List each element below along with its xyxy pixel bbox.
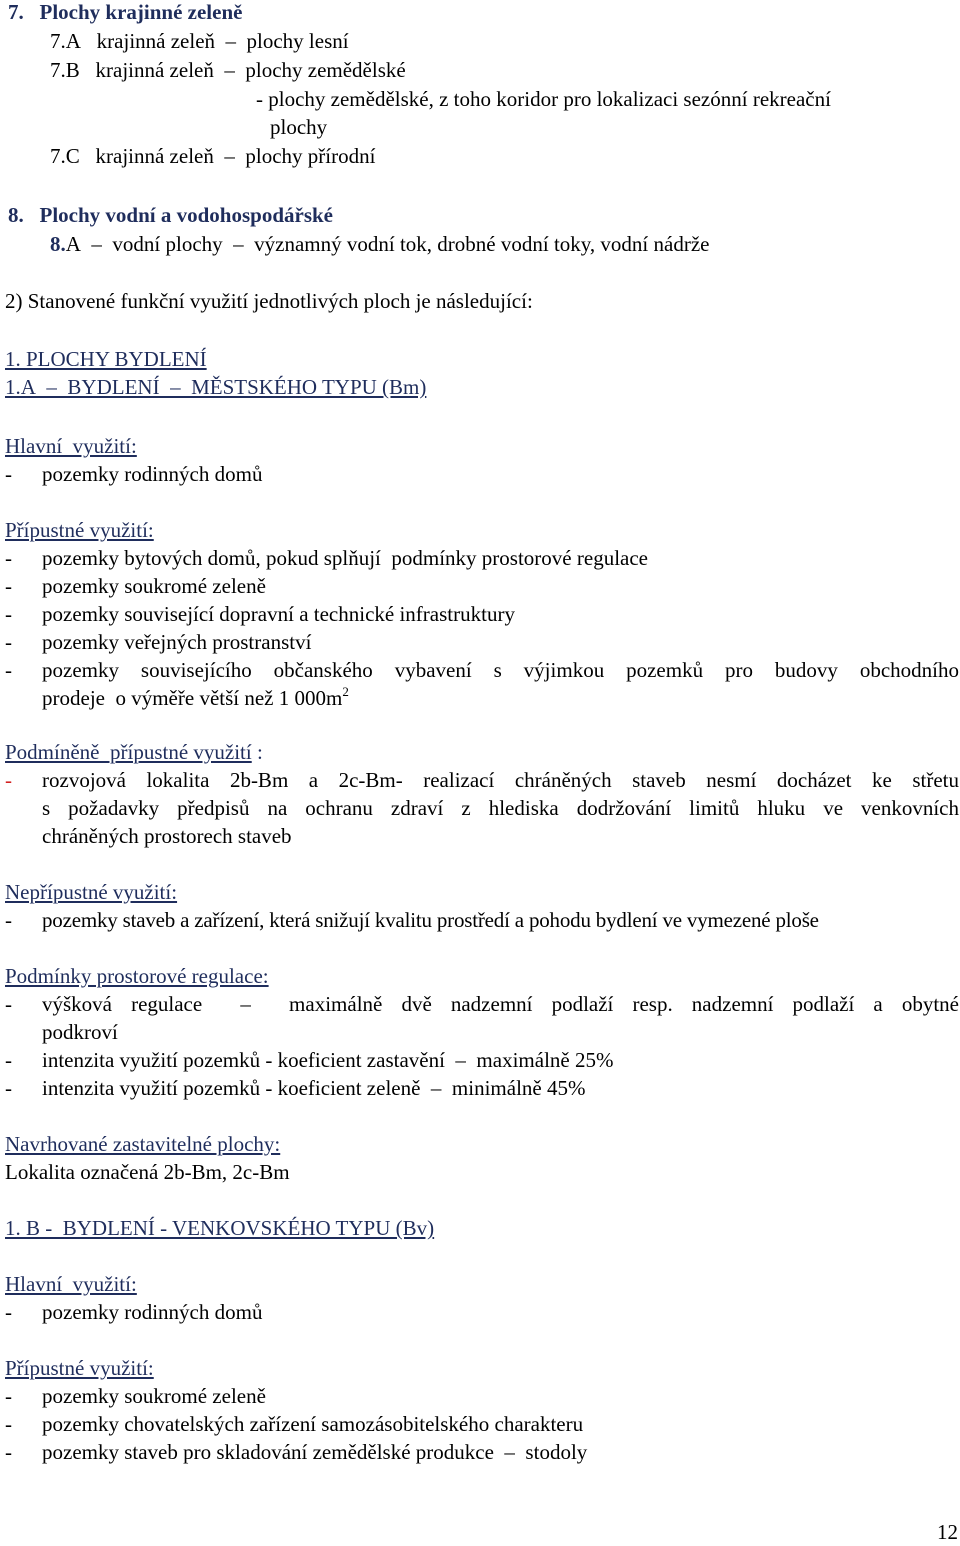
list-dash: -: [5, 1440, 12, 1464]
bm-podminene-label: [5, 738, 263, 766]
list-dash: -: [5, 1076, 12, 1100]
section-7-title: 7. Plochy krajinné zeleně: [8, 0, 243, 24]
list-dash: -: [5, 1048, 12, 1072]
bm-pripustne-item: pozemky soukromé zeleně: [42, 574, 266, 598]
bv-title: 1. B - BYDLENÍ - VENKOVSKÉHO TYPU (Bv): [5, 1216, 435, 1240]
list-dash: -: [5, 602, 12, 626]
bm-pripustne-item: pozemky související dopravní a technické infrastruktury: [42, 602, 515, 626]
section-8a-number: 8.: [50, 232, 66, 256]
bm-navrhovane-text: Lokalita označená 2b-Bm, 2c-Bm: [5, 1160, 290, 1184]
bv-pripustne-item: pozemky staveb pro skladování zemědělské produkce – stodoly: [42, 1440, 588, 1464]
bm-pripustne-item-cont: [42, 684, 349, 712]
list-dash: -: [5, 630, 12, 654]
bm-nepripustne-item: pozemky staveb a zařízení, která snižují kvalitu prostředí a pohodu bydlení ve vymezené ploše: [42, 908, 819, 932]
bm-pripustne-item: pozemky bytových domů, pokud splňují podmínky prostorové regulace: [42, 546, 648, 570]
bm-navrhovane-label: Navrhované zastavitelné plochy:: [5, 1132, 281, 1156]
list-dash: -: [5, 1384, 12, 1408]
section-8-title: 8. Plochy vodní a vodohospodářské: [8, 203, 333, 227]
plochy-bydleni-title: 1. PLOCHY BYDLENÍ: [5, 347, 207, 371]
bm-prostorove-item-cont: podkroví: [42, 1020, 118, 1044]
list-dash: -: [5, 992, 12, 1016]
bm-prostorove-item: výšková regulace – maximálně dvě nadzemní podlaží resp. nadzemní podlaží a obytné: [42, 992, 959, 1016]
bm-title: 1.A – BYDLENÍ – MĚSTSKÉHO TYPU (Bm): [5, 375, 427, 399]
bm-podminene-label-text: Podmíněně přípustné využití: [5, 740, 252, 764]
page-number: 12: [937, 1520, 958, 1544]
bm-nepripustne-label: Nepřípustné využití:: [5, 880, 178, 904]
bm-pripustne-item: pozemky veřejných prostranství: [42, 630, 312, 654]
section-7b-sub-cont: plochy: [270, 115, 328, 139]
bm-hlavni-item: pozemky rodinných domů: [42, 462, 263, 486]
bm-podminene-line: chráněných prostorech staveb: [42, 824, 292, 848]
section-7c: 7.C krajinná zeleň – plochy přírodní: [50, 144, 376, 168]
list-dash: -: [5, 1300, 12, 1324]
bm-prostorove-label: Podmínky prostorové regulace:: [5, 964, 269, 988]
bm-podminene-line: s požadavky předpisů na ochranu zdraví z hlediska dodržování limitů hluku ve venkovních: [42, 796, 959, 820]
intro-text: 2) Stanovené funkční využití jednotlivých ploch je následující:: [5, 289, 533, 313]
list-dash: -: [5, 1412, 12, 1436]
bv-hlavni-item: pozemky rodinných domů: [42, 1300, 263, 1324]
list-dash: -: [5, 546, 12, 570]
bv-pripustne-item: pozemky chovatelských zařízení samozásobitelského charakteru: [42, 1412, 584, 1436]
bm-prostorove-item: intenzita využití pozemků - koeficient zeleně – minimálně 45%: [42, 1076, 586, 1100]
bm-hlavni-dash: -: [5, 462, 12, 486]
bm-pripustne-label: Přípustné využití:: [5, 518, 154, 542]
bm-pripustne-cont-text: prodeje o výměře větší než 1 000m: [42, 686, 343, 710]
bm-pripustne-item: pozemky souvisejícího občanského vybavení s výjimkou pozemků pro budovy obchodního: [42, 658, 959, 682]
list-dash: -: [5, 574, 12, 598]
bm-podminene-colon: :: [251, 740, 263, 764]
superscript: 2: [342, 684, 349, 699]
list-dash: -: [5, 658, 12, 682]
bv-pripustne-label: Přípustné využití:: [5, 1356, 154, 1380]
section-7b-sub: - plochy zemědělské, z toho koridor pro lokalizaci sezónní rekreační: [256, 87, 831, 111]
section-7b: 7.B krajinná zeleň – plochy zemědělské: [50, 58, 406, 82]
bv-pripustne-item: pozemky soukromé zeleně: [42, 1384, 266, 1408]
bv-hlavni-label: Hlavní využití:: [5, 1272, 137, 1296]
bm-podminene-line: rozvojová lokalita 2b-Bm a 2c-Bm- realizací chráněných staveb nesmí docházet ke střetu: [42, 768, 959, 792]
list-dash: -: [5, 908, 12, 932]
section-8a: [50, 230, 709, 258]
bm-prostorove-item: intenzita využití pozemků - koeficient zastavění – maximálně 25%: [42, 1048, 614, 1072]
red-dash: -: [5, 768, 12, 792]
section-8a-text: A – vodní plochy – významný vodní tok, drobné vodní toky, vodní nádrže: [65, 232, 710, 256]
bm-hlavni-label: Hlavní využití:: [5, 434, 137, 458]
section-7a: 7.A krajinná zeleň – plochy lesní: [50, 29, 349, 53]
